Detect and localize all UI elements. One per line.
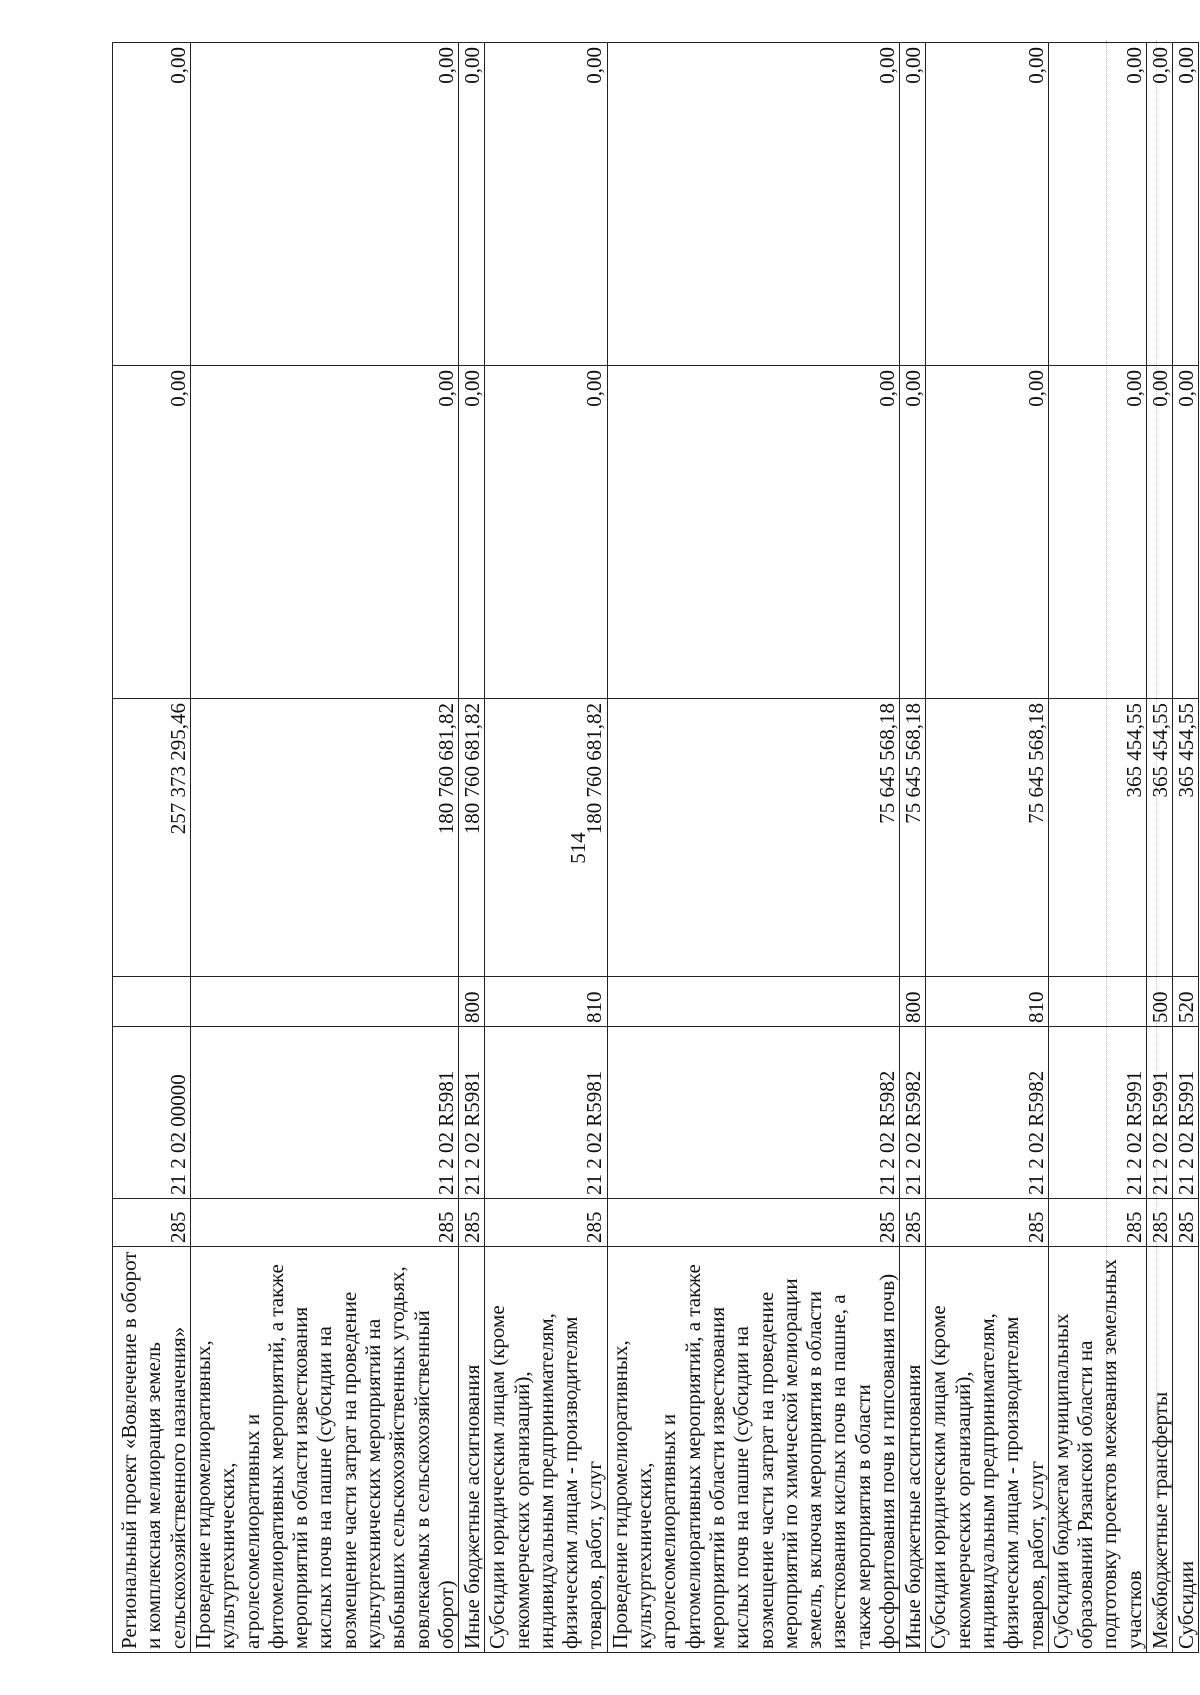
admin-code-cell: 285 [1146,1199,1172,1247]
amount-year3-cell: 0,00 [1172,43,1198,366]
row-name-cell: Межбюджетные трансферты [1146,1247,1172,1653]
table-row [459,43,485,1653]
budget-table [112,42,1199,1653]
table-row [607,43,900,1653]
table-row [191,43,459,1653]
table-row [1048,43,1146,1653]
amount-year1-cell: 365 454,55 [1146,699,1172,977]
row-name-cell: Иные бюджетные ассигнования [900,1247,926,1653]
row-name-cell: Региональный проект «Вовлечение в оборот и комплексная мелиорация земель сельскохозяйственного назначения» [113,1247,191,1653]
expense-type-cell [1048,977,1146,1027]
row-name-cell: Субсидии [1172,1247,1198,1653]
target-article-cell: 21 2 02 R5991 [1172,1027,1198,1199]
amount-year3-cell: 0,00 [926,43,1048,366]
admin-code-cell: 285 [926,1199,1048,1247]
amount-year2-cell: 0,00 [113,366,191,699]
expense-type-cell: 800 [459,977,485,1027]
table-row [926,43,1048,1653]
amount-year3-cell: 0,00 [459,43,485,366]
admin-code-cell: 285 [1048,1199,1146,1247]
amount-year3-cell: 0,00 [191,43,459,366]
expense-type-cell: 800 [900,977,926,1027]
page-number: 514 [566,832,590,864]
amount-year1-cell: 75 645 568,18 [926,699,1048,977]
expense-type-cell: 810 [926,977,1048,1027]
target-article-cell: 21 2 02 00000 [113,1027,191,1199]
expense-type-cell [607,977,900,1027]
row-name-cell: Иные бюджетные ассигнования [459,1247,485,1653]
target-article-cell: 21 2 02 R5991 [1146,1027,1172,1199]
admin-code-cell: 285 [191,1199,459,1247]
amount-year3-cell: 0,00 [607,43,900,366]
target-article-cell: 21 2 02 R5981 [459,1027,485,1199]
target-article-cell: 21 2 02 R5981 [485,1027,607,1199]
table-row [485,43,607,1653]
table-row [113,43,191,1653]
table-row [900,43,926,1653]
amount-year1-cell: 365 454,55 [1172,699,1198,977]
expense-type-cell: 520 [1172,977,1198,1027]
amount-year2-cell: 0,00 [900,366,926,699]
amount-year2-cell: 0,00 [459,366,485,699]
row-name-cell: Субсидии бюджетам муниципальных образований Рязанской области на подготовку проектов межевания земельных участков [1048,1247,1146,1653]
target-article-cell: 21 2 02 R5981 [191,1027,459,1199]
amount-year1-cell: 180 760 681,82 [485,699,607,977]
expense-type-cell [113,977,191,1027]
amount-year2-cell: 0,00 [1048,366,1146,699]
amount-year3-cell: 0,00 [900,43,926,366]
budget-table-container [112,43,1198,1653]
amount-year1-cell: 180 760 681,82 [459,699,485,977]
amount-year2-cell: 0,00 [191,366,459,699]
amount-year2-cell: 0,00 [926,366,1048,699]
amount-year3-cell: 0,00 [485,43,607,366]
row-name-cell: Субсидии юридическим лицам (кроме некоммерческих организаций), индивидуальным предпринимателям, физическим лицам - производителям товаров, работ, услуг [485,1247,607,1653]
table-row [1172,43,1198,1653]
column-stub [112,928,113,978]
amount-year1-cell: 75 645 568,18 [900,699,926,977]
admin-code-cell: 285 [900,1199,926,1247]
amount-year2-cell: 0,00 [485,366,607,699]
amount-year1-cell: 365 454,55 [1048,699,1146,977]
target-article-cell: 21 2 02 R5991 [1048,1027,1146,1199]
expense-type-cell [191,977,459,1027]
amount-year1-cell: 75 645 568,18 [607,699,900,977]
amount-year2-cell: 0,00 [1172,366,1198,699]
amount-year3-cell: 0,00 [1146,43,1172,366]
amount-year2-cell: 0,00 [1146,366,1172,699]
expense-type-cell: 500 [1146,977,1172,1027]
target-article-cell: 21 2 02 R5982 [926,1027,1048,1199]
admin-code-cell: 285 [607,1199,900,1247]
row-name-cell: Субсидии юридическим лицам (кроме некоммерческих организаций), индивидуальным предпринимателям, физическим лицам - производителям товаров, работ, услуг [926,1247,1048,1653]
amount-year2-cell: 0,00 [607,366,900,699]
target-article-cell: 21 2 02 R5982 [900,1027,926,1199]
target-article-cell: 21 2 02 R5982 [607,1027,900,1199]
admin-code-cell: 285 [113,1199,191,1247]
amount-year1-cell: 257 373 295,46 [113,699,191,977]
amount-year3-cell: 0,00 [113,43,191,366]
admin-code-cell: 285 [459,1199,485,1247]
row-name-cell: Проведение гидромелиоративных, культуртехнических, агролесомелиоративных и фитомелиоративных мероприятий, а также мероприятий в области известкования кислых почв на пашне (субсидии на возмещение части затрат на проведение мероприятий по химической мелиорации земель, включая мероприятия в области известкования кислых почв на пашне, а также мероприятия в области фосфоритования почв и гипсования почв) [607,1247,900,1653]
amount-year1-cell: 180 760 681,82 [191,699,459,977]
amount-year3-cell: 0,00 [1048,43,1146,366]
admin-code-cell: 285 [485,1199,607,1247]
table-row [1146,43,1172,1653]
row-name-cell: Проведение гидромелиоративных, культуртехнических, агролесомелиоративных и фитомелиоративных мероприятий, а также мероприятий в области известкования кислых почв на пашне (субсидии на возмещение части затрат на проведение культуртехнических мероприятий на выбывших сельскохозяйственных угодьях, вовлекаемых в сельскохозяйственный оборот) [191,1247,459,1653]
admin-code-cell: 285 [1172,1199,1198,1247]
expense-type-cell: 810 [485,977,607,1027]
table-body [113,43,1199,1653]
